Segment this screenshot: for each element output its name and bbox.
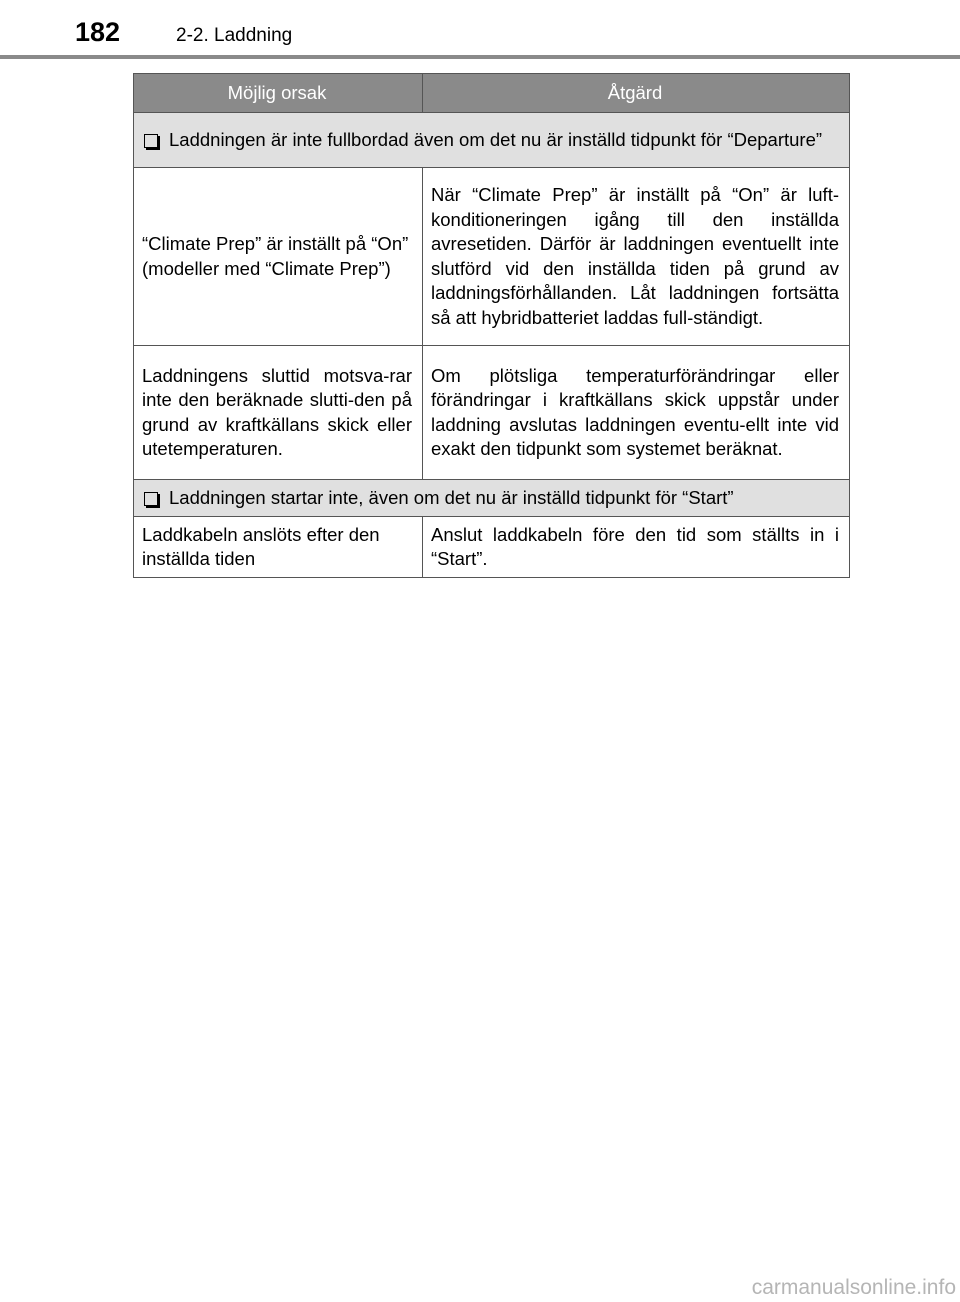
section-title: 2-2. Laddning xyxy=(176,25,293,46)
action-cell: När “Climate Prep” är inställt på “On” är luft-konditioneringen igång till den inställda avresetiden. Därför är laddningen eventuellt inte slutförd vid den inställda tiden på grund av laddningsförhållanden. Låt laddningen fortsätta så att hybridbatteriet laddas full-ständigt. xyxy=(423,168,850,346)
table-row xyxy=(134,346,850,480)
column-header-cause: Möjlig orsak xyxy=(134,74,423,113)
action-cell: Anslut laddkabeln före den tid som ställts in i “Start”. xyxy=(423,517,850,578)
watermark: carmanualsonline.info xyxy=(751,1276,956,1299)
section-title-text: Laddningen är inte fullbordad även om det nu är inställd tidpunkt för “Departure” xyxy=(169,128,823,150)
troubleshooting-table xyxy=(133,73,850,578)
cause-cell: “Climate Prep” är inställt på “On” (modeller med “Climate Prep”) xyxy=(134,168,423,346)
checkbox-icon xyxy=(144,134,158,148)
cause-cell: Laddkabeln anslöts efter den inställda tiden xyxy=(134,517,423,578)
action-cell: Om plötsliga temperaturförändringar eller förändringar i kraftkällans skick uppstår under laddning avslutas laddningen eventu-ellt inte vid exakt den tidpunkt som systemet beräknat. xyxy=(423,346,850,480)
column-header-action: Åtgärd xyxy=(423,74,850,113)
cause-cell: Laddningens sluttid motsva-rar inte den beräknade slutti-den på grund av kraftkällans skick eller utetemperaturen. xyxy=(134,346,423,480)
section-title-text: Laddningen startar inte, även om det nu är inställd tidpunkt för “Start” xyxy=(169,486,734,508)
table-row xyxy=(134,517,850,578)
table-header-row xyxy=(134,74,850,113)
table-row xyxy=(134,168,850,346)
section-header-row xyxy=(134,480,850,517)
checkbox-icon xyxy=(144,492,158,506)
page-number: 182 xyxy=(75,17,121,47)
header-rule xyxy=(0,55,960,59)
section-header-row xyxy=(134,113,850,168)
